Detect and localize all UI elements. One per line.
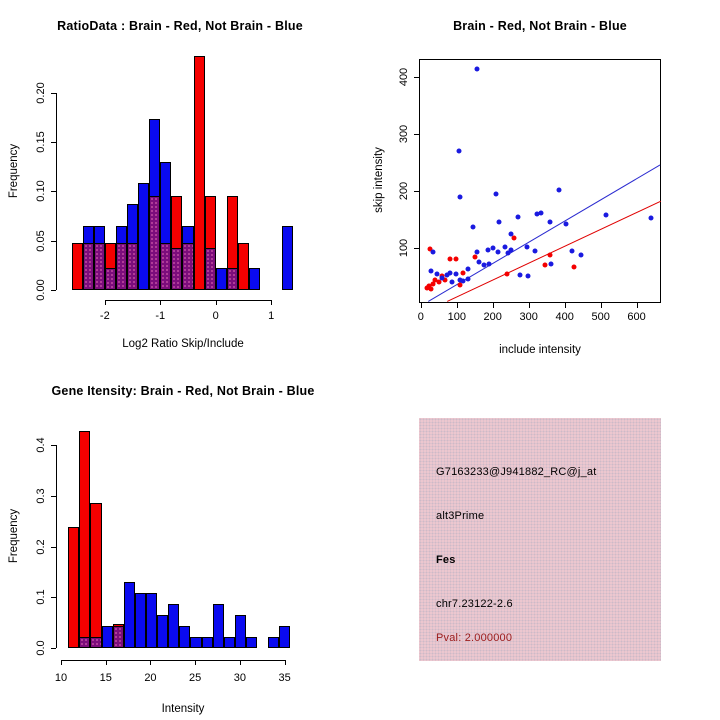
y-tick — [51, 547, 56, 548]
x-tick-label: 200 — [483, 311, 502, 323]
y-tick-label: 0.00 — [35, 279, 47, 301]
gene-hist-ylabel: Frequency — [8, 508, 20, 564]
y-tick — [414, 77, 419, 78]
scatter-point-blue — [434, 271, 439, 276]
x-tick — [160, 300, 161, 305]
x-tick — [529, 303, 530, 308]
histogram-bar-overlap — [127, 243, 138, 290]
scatter-point-blue — [604, 213, 609, 218]
x-axis-line — [105, 300, 271, 301]
histogram-bar-blue — [102, 626, 113, 648]
histogram-bar-overlap — [79, 637, 90, 648]
location-text: chr7.23122-2.6 — [436, 598, 513, 610]
scatter-point-blue — [509, 231, 514, 236]
x-tick — [240, 660, 241, 665]
scatter-point-blue — [490, 245, 495, 250]
x-tick — [457, 303, 458, 308]
histogram-bar-overlap — [90, 637, 101, 648]
histogram-bar-overlap — [227, 268, 238, 290]
y-tick-label: 400 — [398, 68, 410, 87]
x-tick — [106, 660, 107, 665]
histogram-bar-blue — [138, 183, 149, 290]
histogram-bar-blue — [235, 615, 246, 648]
scatter-point-blue — [474, 249, 479, 254]
scatter-point-blue — [525, 274, 530, 279]
x-tick-label: 300 — [519, 311, 538, 323]
x-tick-label: 0 — [212, 310, 219, 322]
x-tick — [216, 300, 217, 305]
histogram-bar-overlap — [160, 243, 171, 290]
ratio-hist-xlabel: Log2 Ratio Skip/Include — [122, 338, 244, 350]
y-tick — [414, 191, 419, 192]
scatter-point-blue — [547, 219, 552, 224]
scatter-point-red — [461, 270, 466, 275]
scatter-point-blue — [649, 215, 654, 220]
scatter-point-blue — [494, 192, 499, 197]
splice-type-text: alt3Prime — [436, 510, 485, 522]
scatter-point-blue — [466, 266, 471, 271]
scatter-xlabel: include intensity — [499, 344, 581, 356]
y-tick-label: 100 — [398, 238, 410, 258]
x-tick-label: 600 — [627, 311, 646, 323]
ratio-hist-ylabel: Frequency — [8, 143, 20, 199]
x-axis-line — [61, 660, 285, 661]
y-tick — [414, 134, 419, 135]
histogram-bar-red — [79, 431, 90, 648]
y-tick — [51, 93, 56, 94]
x-tick-label: 35 — [278, 672, 291, 684]
probe-id-text: G7163233@J941882_RC@j_at — [436, 466, 597, 478]
y-tick-label: 0.15 — [35, 131, 47, 153]
pval-text: Pval: 2.000000 — [436, 632, 513, 644]
histogram-bar-blue — [249, 268, 260, 290]
histogram-bar-overlap — [149, 196, 160, 290]
histogram-bar-overlap — [94, 243, 105, 290]
y-tick — [414, 248, 419, 249]
scatter-point-blue — [431, 249, 436, 254]
scatter-ylabel: skip intensity — [373, 147, 385, 213]
histogram-bar-blue — [157, 615, 168, 648]
scatter-point-blue — [502, 244, 507, 249]
scatter-point-red — [571, 265, 576, 270]
histogram-bar-blue — [216, 268, 227, 290]
scatter-point-blue — [524, 244, 529, 249]
histogram-bar-red — [90, 503, 101, 648]
y-tick-label: 0.3 — [35, 488, 47, 504]
histogram-bar-overlap — [83, 243, 94, 290]
histogram-bar-red — [72, 243, 83, 290]
scatter-point-blue — [458, 194, 463, 199]
scatter-point-blue — [578, 253, 583, 258]
y-tick-label: 0.4 — [35, 437, 47, 453]
y-tick — [51, 648, 56, 649]
y-tick — [51, 142, 56, 143]
scatter-title: Brain - Red, Not Brain - Blue — [453, 19, 627, 33]
histogram-bar-blue — [168, 604, 179, 648]
scatter-point-blue — [497, 219, 502, 224]
scatter-point-red — [505, 271, 510, 276]
scatter-point-red — [548, 252, 553, 257]
scatter-point-blue — [517, 273, 522, 278]
x-tick-label: 100 — [447, 311, 466, 323]
scatter-point-blue — [564, 222, 569, 227]
scatter-point-red — [453, 257, 458, 262]
histogram-bar-blue — [202, 637, 213, 648]
x-tick-label: 10 — [54, 672, 68, 684]
y-tick-label: 0.1 — [35, 589, 47, 605]
scatter-point-blue — [487, 262, 492, 267]
histogram-bar-blue — [282, 226, 293, 290]
scatter-point-blue — [447, 270, 452, 275]
scatter-point-blue — [569, 249, 574, 254]
x-tick — [421, 303, 422, 308]
x-tick — [637, 303, 638, 308]
scatter-point-blue — [465, 277, 470, 282]
scatter-point-blue — [470, 224, 475, 229]
x-tick-label: 1 — [268, 310, 275, 322]
scatter-point-blue — [532, 248, 537, 253]
plot-box — [419, 59, 661, 303]
x-tick-label: 15 — [99, 672, 112, 684]
histogram-bar-overlap — [182, 243, 193, 290]
y-tick — [51, 191, 56, 192]
histogram-bar-red — [238, 243, 249, 290]
histogram-bar-overlap — [171, 248, 182, 290]
histogram-bar-red — [194, 56, 205, 290]
y-tick-label: 0.2 — [35, 538, 47, 555]
scatter-point-red — [430, 282, 435, 287]
histogram-bar-blue — [135, 593, 146, 648]
histogram-bar-blue — [146, 593, 157, 648]
scatter-point-red — [472, 255, 477, 260]
histogram-bar-blue — [213, 604, 224, 648]
y-tick — [51, 597, 56, 598]
histogram-bar-blue — [179, 626, 190, 648]
scatter-point-blue — [549, 261, 554, 266]
scatter-point-blue — [454, 271, 459, 276]
x-tick-label: 400 — [555, 311, 574, 323]
scatter-point-blue — [450, 280, 455, 285]
scatter-point-blue — [515, 215, 520, 220]
x-tick-label: 20 — [144, 672, 157, 684]
y-tick — [51, 290, 56, 291]
scatter-point-blue — [481, 263, 486, 268]
x-tick-label: 25 — [189, 672, 202, 684]
histogram-bar-overlap — [105, 268, 116, 290]
y-tick-label: 0.05 — [35, 230, 47, 252]
scatter-point-blue — [538, 210, 543, 215]
scatter-point-blue — [508, 247, 513, 252]
x-tick — [105, 300, 106, 305]
y-tick — [51, 241, 56, 242]
histogram-bar-red — [68, 527, 79, 648]
scatter-point-blue — [496, 249, 501, 254]
y-tick — [51, 445, 56, 446]
ratio-hist-title: RatioData : Brain - Red, Not Brain - Blue — [57, 19, 303, 33]
histogram-bar-blue — [190, 637, 201, 648]
scatter-point-red — [512, 235, 517, 240]
x-tick — [271, 300, 272, 305]
histogram-bar-blue — [224, 637, 235, 648]
histogram-bar-blue — [124, 582, 135, 648]
scatter-point-blue — [474, 66, 479, 71]
x-tick-label: 500 — [591, 311, 610, 323]
y-tick-label: 0.0 — [35, 640, 47, 656]
histogram-bar-blue — [279, 626, 290, 648]
y-tick-label: 0.10 — [35, 180, 47, 203]
x-tick-label: -1 — [155, 310, 166, 322]
x-tick-label: -2 — [99, 310, 110, 322]
histogram-bar-overlap — [113, 626, 124, 648]
scatter-point-red — [447, 257, 452, 262]
gene-name-text: Fes — [436, 554, 456, 566]
scatter-point-red — [428, 286, 433, 291]
y-tick-label: 200 — [398, 181, 410, 201]
scatter-point-red — [542, 263, 547, 268]
x-tick — [601, 303, 602, 308]
scatter-point-blue — [428, 268, 433, 273]
x-tick-label: 30 — [233, 672, 246, 684]
x-tick — [150, 660, 151, 665]
scatter-point-blue — [557, 187, 562, 192]
x-tick — [61, 660, 62, 665]
gene-hist-xlabel: Intensity — [161, 703, 205, 715]
gene-info-box — [419, 418, 661, 661]
histogram-bar-blue — [246, 637, 257, 648]
x-tick-label: 0 — [417, 311, 424, 323]
histogram-bar-blue — [268, 637, 279, 648]
y-axis-line — [56, 445, 57, 648]
y-axis-line — [56, 93, 57, 290]
y-tick-label: 0.20 — [35, 82, 47, 104]
y-tick-label: 300 — [398, 124, 410, 144]
x-tick — [195, 660, 196, 665]
y-tick — [51, 496, 56, 497]
x-tick — [565, 303, 566, 308]
histogram-bar-overlap — [116, 243, 127, 290]
gene-hist-title: Gene Itensity: Brain - Red, Not Brain - Blue — [51, 384, 315, 398]
scatter-point-blue — [456, 149, 461, 154]
histogram-bar-overlap — [205, 248, 216, 290]
x-tick — [285, 660, 286, 665]
x-tick — [493, 303, 494, 308]
